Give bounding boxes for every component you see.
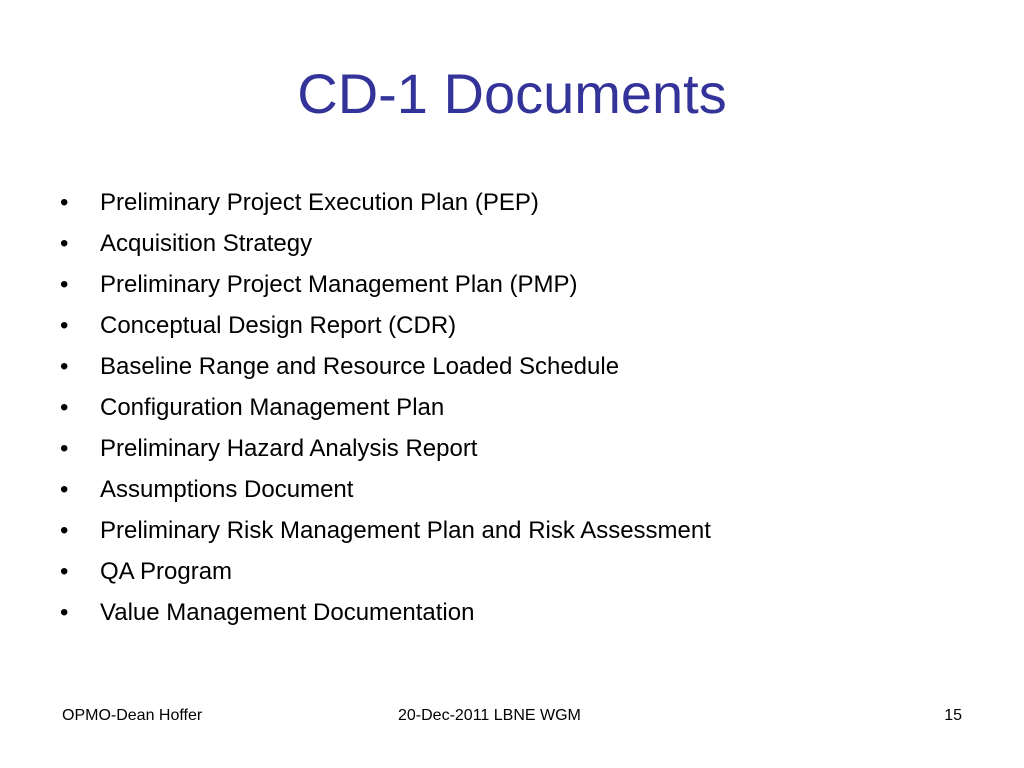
footer-date-event: 20-Dec-2011 LBNE WGM [398,707,581,724]
bullet-text: Conceptual Design Report (CDR) [100,312,457,339]
bullet-text: Preliminary Project Execution Plan (PEP) [100,189,539,216]
bullet-text: Assumptions Document [100,476,354,503]
bullet-icon: • [60,517,69,544]
bullet-icon: • [60,271,69,298]
bullet-icon: • [60,476,69,503]
bullet-icon: • [60,189,69,216]
bullet-icon: • [60,353,69,380]
bullet-text: Preliminary Project Management Plan (PMP) [100,271,578,298]
bullet-icon: • [60,599,69,626]
bullet-text: Baseline Range and Resource Loaded Schedule [100,353,620,380]
bullet-text: Acquisition Strategy [100,230,313,257]
bullet-icon: • [60,230,69,257]
bullet-text: Preliminary Hazard Analysis Report [100,435,478,462]
bullet-icon: • [60,312,69,339]
bullet-icon: • [60,558,69,585]
bullet-text: QA Program [100,558,233,585]
bullet-text: Configuration Management Plan [100,394,445,421]
footer-page-number: 15 [944,707,962,724]
bullet-icon: • [60,394,69,421]
bullet-icon: • [60,435,69,462]
slide-title: CD-1 Documents [297,62,727,125]
bullet-text: Preliminary Risk Management Plan and Risk Assessment [100,517,711,544]
bullet-text: Value Management Documentation [100,599,475,626]
footer-author: OPMO-Dean Hoffer [62,707,203,724]
